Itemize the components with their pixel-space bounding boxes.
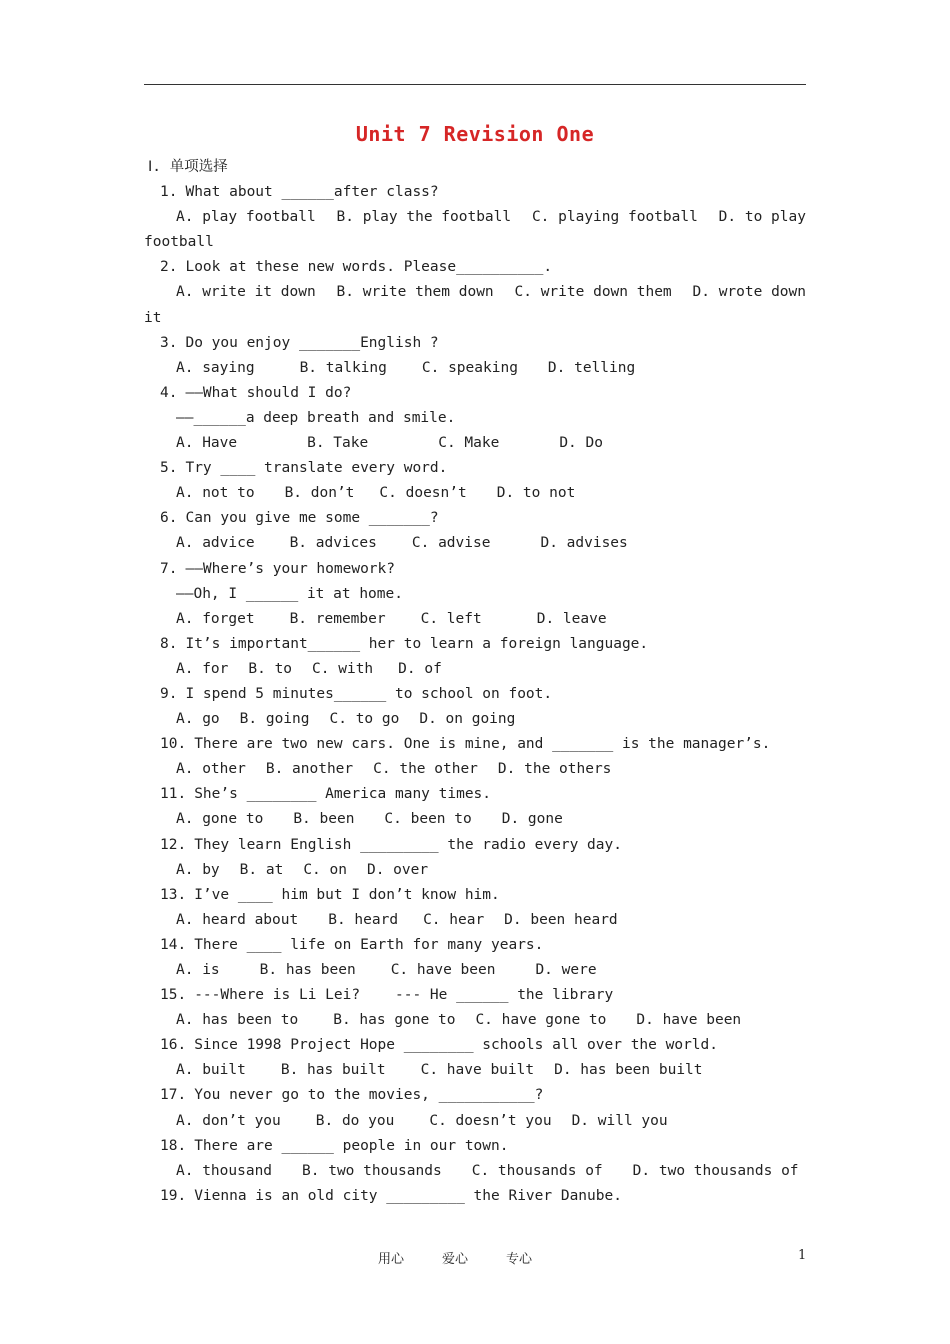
answer-options xyxy=(144,1109,806,1134)
answer-options xyxy=(144,657,806,682)
answer-option[interactable]: B. write them down xyxy=(336,284,494,301)
answer-option[interactable]: C. advise xyxy=(411,535,491,552)
answer-option[interactable]: B. Take xyxy=(307,435,369,452)
header-rule xyxy=(144,84,806,85)
option-wrap: football xyxy=(144,234,214,251)
answer-option[interactable]: A. has been to xyxy=(176,1012,299,1029)
answer-options xyxy=(144,280,806,305)
answer-option[interactable]: D. Do xyxy=(559,435,603,452)
answer-option[interactable]: D. has been built xyxy=(554,1062,703,1079)
question-number: 7. xyxy=(160,560,178,577)
question-number: 1. xyxy=(160,184,178,201)
answer-option[interactable]: D. to not xyxy=(496,485,576,502)
question-stem xyxy=(144,456,806,481)
answer-option[interactable]: B. been xyxy=(293,811,355,828)
answer-option[interactable]: D. advises xyxy=(540,535,628,552)
answer-options xyxy=(144,757,806,782)
answer-option[interactable]: D. gone xyxy=(501,811,563,828)
answer-option[interactable]: C. have been xyxy=(390,962,496,978)
answer-option[interactable]: A. advice xyxy=(176,535,255,552)
answer-option[interactable]: B. heard xyxy=(328,911,399,928)
answer-option[interactable]: B. do you xyxy=(315,1112,395,1129)
question-text: Look at these new words. Please__________. xyxy=(185,259,553,276)
answer-option[interactable]: D. have been xyxy=(636,1012,742,1029)
answer-option[interactable]: D. wrote down xyxy=(692,284,806,301)
answer-option[interactable]: A. not to xyxy=(176,485,255,502)
option-wrap: it xyxy=(144,309,162,326)
answer-option[interactable]: C. have gone to xyxy=(475,1012,607,1029)
answer-options xyxy=(144,858,806,883)
question-text: I’ve ____ him but I don’t know him. xyxy=(194,886,500,903)
question-stem xyxy=(144,732,806,757)
question-text: There are ______ people in our town. xyxy=(194,1137,509,1154)
question-text: Since 1998 Project Hope ________ schools all over the world. xyxy=(194,1037,718,1054)
question-text: Can you give me some _______? xyxy=(185,510,439,527)
answer-option[interactable]: D. were xyxy=(535,962,597,978)
answer-options xyxy=(144,707,806,732)
answer-option[interactable]: C. to go xyxy=(329,711,400,728)
question-stem xyxy=(144,983,806,1008)
answer-option[interactable]: C. on xyxy=(303,861,347,878)
question-stem xyxy=(144,331,806,356)
question-stem xyxy=(144,1083,806,1108)
answer-option[interactable]: B. going xyxy=(239,711,310,728)
question-number: 10. xyxy=(160,736,187,753)
answer-options xyxy=(144,205,806,230)
answer-option[interactable]: A. saying xyxy=(176,359,255,376)
question-text: ——Where’s your homework? xyxy=(185,560,395,577)
question-number: 6. xyxy=(160,510,178,527)
answer-option[interactable]: A. play football xyxy=(176,209,316,226)
question-stem xyxy=(144,1184,806,1209)
question-stem xyxy=(144,933,806,958)
answer-options xyxy=(144,1058,806,1083)
question-number: 15. xyxy=(160,987,187,1004)
answer-option[interactable]: B. play the football xyxy=(336,209,512,226)
page-title: Unit 7 Revision One xyxy=(355,122,595,146)
page-number: 1 xyxy=(798,1248,807,1263)
answer-options xyxy=(144,531,806,556)
answer-option[interactable]: C. playing football xyxy=(531,209,698,226)
question-text: I spend 5 minutes______ to school on foot. xyxy=(185,685,553,702)
question-stem xyxy=(144,1134,806,1159)
answer-option[interactable]: B. has built xyxy=(280,1062,386,1079)
answer-option[interactable]: B. at xyxy=(239,861,284,878)
answer-option[interactable]: C. thousands of xyxy=(471,1162,603,1179)
answer-option[interactable]: C. write down them xyxy=(514,284,672,301)
answer-option[interactable]: C. left xyxy=(420,610,482,627)
question-number: 13. xyxy=(160,886,187,903)
answer-option[interactable]: B. has been xyxy=(259,962,356,978)
question-stem xyxy=(144,180,806,205)
answer-option[interactable]: C. have built xyxy=(420,1062,535,1079)
answer-option[interactable]: A. Have xyxy=(176,435,238,452)
answer-option[interactable]: B. talking xyxy=(299,359,387,376)
answer-option[interactable]: C. doesn’t you xyxy=(429,1112,552,1129)
question-number: 19. xyxy=(160,1187,187,1204)
question-text: Try ____ translate every word. xyxy=(185,460,448,477)
question-number: 8. xyxy=(160,635,178,652)
question-text: ——What should I do? xyxy=(185,384,352,401)
question-stem xyxy=(144,557,806,582)
answer-option[interactable]: D. the others xyxy=(497,761,612,778)
answer-option[interactable]: C. with xyxy=(312,660,374,677)
answer-option[interactable]: B. don’t xyxy=(284,485,355,502)
footer-motto: 用心 xyxy=(378,1252,405,1267)
question-stem xyxy=(144,682,806,707)
question-number: 9. xyxy=(160,685,178,702)
answer-option[interactable]: A. built xyxy=(176,1062,246,1079)
answer-option[interactable]: A. forget xyxy=(176,610,255,627)
answer-option[interactable]: C. hear xyxy=(423,911,485,928)
question-number: 18. xyxy=(160,1137,187,1154)
question-stem xyxy=(144,255,806,280)
answer-option[interactable]: D. on going xyxy=(419,711,516,728)
footer-motto: 爱心 xyxy=(442,1252,469,1267)
question-stem xyxy=(144,833,806,858)
answer-option[interactable]: D. over xyxy=(366,861,429,878)
answer-option[interactable]: C. the other xyxy=(373,761,478,778)
answer-option[interactable]: A. by xyxy=(176,861,220,878)
answer-option[interactable]: A. gone to xyxy=(176,811,264,828)
answer-option[interactable]: D. two thousands of xyxy=(632,1162,799,1179)
answer-option[interactable]: B. to xyxy=(248,660,293,677)
question-list xyxy=(144,155,806,1209)
question-text: There ____ life on Earth for many years. xyxy=(194,936,544,953)
question-number: 17. xyxy=(160,1087,187,1104)
answer-options xyxy=(144,356,806,381)
answer-option[interactable]: C. Make xyxy=(438,435,500,452)
question-number: 14. xyxy=(160,936,187,953)
question-number: 12. xyxy=(160,836,187,853)
answer-option[interactable]: D. been heard xyxy=(504,911,618,928)
question-number: 4. xyxy=(160,384,178,401)
question-number: 2. xyxy=(160,259,178,276)
question-text: There are two new cars. One is mine, and _______ is the manager’s. xyxy=(194,736,771,753)
question-text: It’s important______ her to learn a foreign language. xyxy=(185,635,649,652)
question-stem xyxy=(144,632,806,657)
question-text: She’s ________ America many times. xyxy=(194,786,492,803)
question-number: 5. xyxy=(160,460,178,477)
answer-options xyxy=(144,607,806,632)
answer-options xyxy=(144,958,806,983)
answer-option[interactable]: C. been to xyxy=(384,811,472,828)
question-stem xyxy=(144,782,806,807)
answer-option[interactable]: A. go xyxy=(176,711,220,728)
answer-option[interactable]: C. doesn’t xyxy=(379,485,467,502)
answer-option[interactable]: D. will you xyxy=(571,1112,668,1129)
question-reply: ——Oh, I ______ it at home. xyxy=(176,585,403,602)
answer-options xyxy=(144,481,806,506)
answer-option[interactable]: A. heard about xyxy=(176,911,299,928)
answer-option[interactable]: B. has gone to xyxy=(333,1012,456,1029)
question-reply: ——______a deep breath and smile. xyxy=(176,409,456,426)
answer-option[interactable]: A. thousand xyxy=(176,1162,273,1179)
question-text: ---Where is Li Lei? --- He ______ the library xyxy=(194,987,614,1004)
answer-options xyxy=(144,431,806,456)
answer-option[interactable]: A. other xyxy=(176,761,246,778)
answer-option[interactable]: D. of xyxy=(398,660,442,677)
question-text: They learn English _________ the radio every day. xyxy=(194,836,622,853)
answer-option[interactable]: D. to play xyxy=(718,209,806,226)
answer-options xyxy=(144,908,806,933)
answer-option[interactable]: B. two thousands xyxy=(302,1162,442,1179)
answer-options xyxy=(144,1008,806,1033)
answer-option[interactable]: A. write it down xyxy=(176,284,316,301)
section-heading: Ⅰ. 单项选择 xyxy=(148,159,228,175)
answer-options xyxy=(144,807,806,832)
question-text: Do you enjoy _______English ? xyxy=(185,334,439,351)
answer-options xyxy=(144,1159,806,1184)
question-text: What about ______after class? xyxy=(185,184,439,201)
question-text: You never go to the movies, ___________? xyxy=(194,1087,544,1104)
answer-option[interactable]: D. leave xyxy=(536,610,607,627)
answer-option[interactable]: B. another xyxy=(265,761,354,778)
answer-option[interactable]: B. advices xyxy=(289,535,377,552)
footer-motto: 专心 xyxy=(506,1252,533,1267)
question-number: 16. xyxy=(160,1037,187,1054)
answer-option[interactable]: A. is xyxy=(176,962,220,978)
question-number: 3. xyxy=(160,334,178,351)
answer-option[interactable]: A. don’t you xyxy=(176,1112,281,1129)
question-stem xyxy=(144,506,806,531)
answer-option[interactable]: C. speaking xyxy=(421,359,518,376)
question-text: Vienna is an old city _________ the River Danube. xyxy=(194,1187,622,1204)
question-stem xyxy=(144,381,806,406)
answer-option[interactable]: D. telling xyxy=(547,359,636,376)
question-stem xyxy=(144,883,806,908)
answer-option[interactable]: A. for xyxy=(176,660,229,677)
footer-mottos xyxy=(378,1248,532,1267)
answer-option[interactable]: B. remember xyxy=(289,610,386,627)
question-stem xyxy=(144,1033,806,1058)
question-number: 11. xyxy=(160,786,187,803)
